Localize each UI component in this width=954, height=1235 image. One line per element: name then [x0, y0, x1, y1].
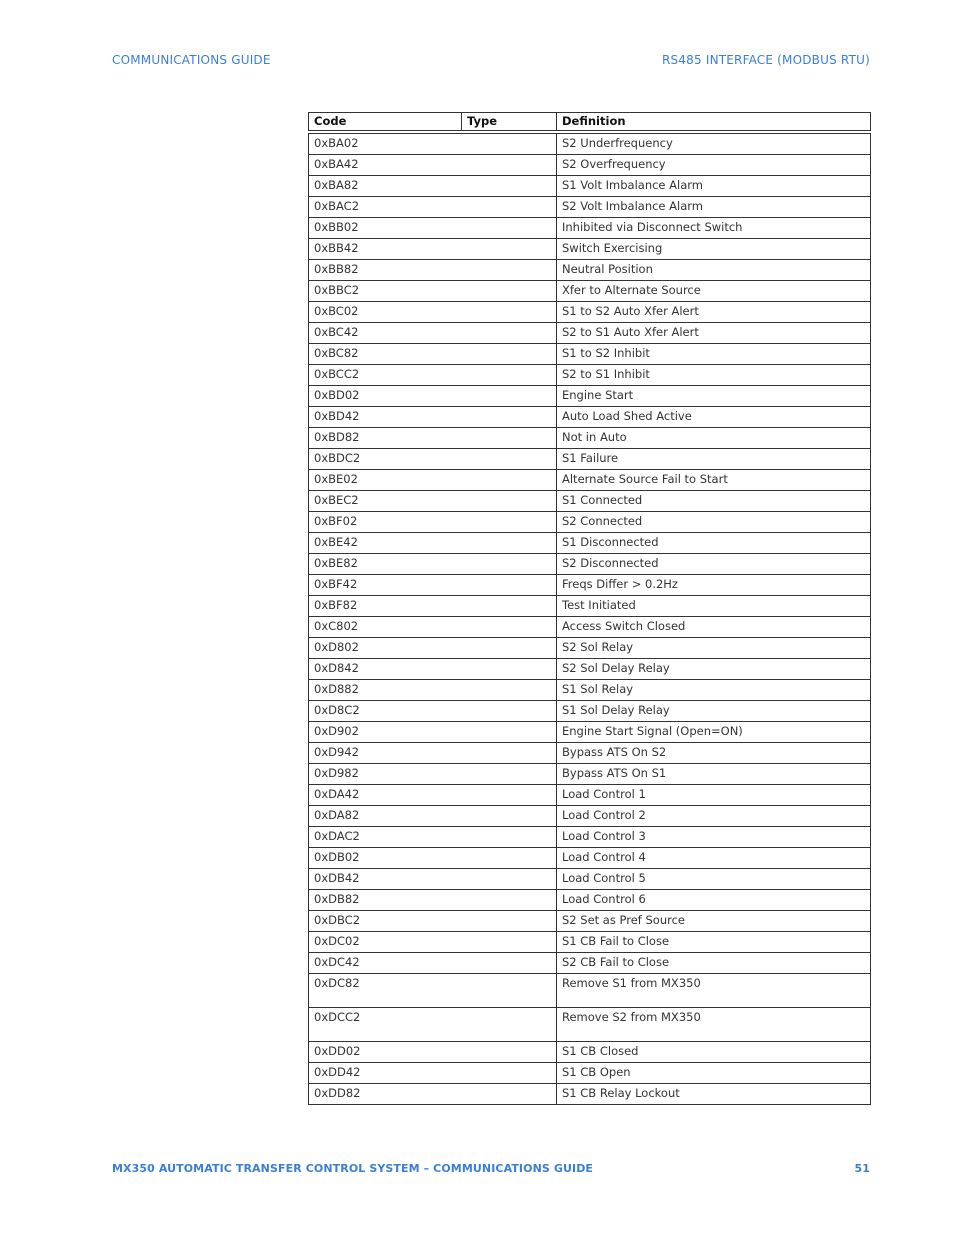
cell-definition: Neutral Position — [557, 260, 871, 281]
cell-definition: S1 to S2 Auto Xfer Alert — [557, 302, 871, 323]
table-row — [309, 785, 871, 806]
cell-definition: Load Control 1 — [557, 785, 871, 806]
cell-definition: Switch Exercising — [557, 239, 871, 260]
cell-definition: Remove S2 from MX350 — [557, 1008, 871, 1042]
cell-code: 0xBD82 — [309, 428, 557, 449]
table-row — [309, 554, 871, 575]
cell-definition: Remove S1 from MX350 — [557, 974, 871, 1008]
table-row — [309, 323, 871, 344]
table-row — [309, 533, 871, 554]
cell-code: 0xBF42 — [309, 575, 557, 596]
table-row — [309, 218, 871, 239]
cell-definition: Freqs Differ > 0.2Hz — [557, 575, 871, 596]
column-header-type: Type — [462, 113, 557, 133]
cell-code: 0xDB82 — [309, 890, 557, 911]
table-header — [309, 113, 871, 133]
event-code-table — [308, 112, 871, 1105]
cell-definition: S2 Volt Imbalance Alarm — [557, 197, 871, 218]
table-row — [309, 848, 871, 869]
cell-definition: Bypass ATS On S1 — [557, 764, 871, 785]
table-row — [309, 386, 871, 407]
table-row — [309, 869, 871, 890]
cell-code: 0xD982 — [309, 764, 557, 785]
cell-code: 0xBF82 — [309, 596, 557, 617]
cell-definition: S1 CB Fail to Close — [557, 932, 871, 953]
cell-definition: Auto Load Shed Active — [557, 407, 871, 428]
cell-code: 0xD802 — [309, 638, 557, 659]
table-row — [309, 638, 871, 659]
table-row — [309, 596, 871, 617]
cell-definition: S2 Sol Delay Relay — [557, 659, 871, 680]
cell-code: 0xD842 — [309, 659, 557, 680]
column-header-code: Code — [309, 113, 462, 133]
cell-code: 0xBA42 — [309, 155, 557, 176]
table-row — [309, 344, 871, 365]
cell-definition: Load Control 3 — [557, 827, 871, 848]
table-row — [309, 575, 871, 596]
cell-definition: Alternate Source Fail to Start — [557, 470, 871, 491]
table-row — [309, 155, 871, 176]
cell-definition: Load Control 4 — [557, 848, 871, 869]
table-row — [309, 302, 871, 323]
cell-code: 0xBEC2 — [309, 491, 557, 512]
cell-code: 0xBE02 — [309, 470, 557, 491]
cell-code: 0xC802 — [309, 617, 557, 638]
cell-definition: Test Initiated — [557, 596, 871, 617]
cell-definition: S2 Underfrequency — [557, 132, 871, 155]
cell-definition: S2 Overfrequency — [557, 155, 871, 176]
table-row — [309, 617, 871, 638]
cell-definition: Access Switch Closed — [557, 617, 871, 638]
table-row — [309, 953, 871, 974]
table-row — [309, 470, 871, 491]
cell-code: 0xDC82 — [309, 974, 557, 1008]
cell-definition: Load Control 5 — [557, 869, 871, 890]
cell-code: 0xBB02 — [309, 218, 557, 239]
table-row — [309, 449, 871, 470]
cell-code: 0xBA02 — [309, 132, 557, 155]
cell-definition: Bypass ATS On S2 — [557, 743, 871, 764]
table-row — [309, 932, 871, 953]
cell-code: 0xDD82 — [309, 1084, 557, 1105]
cell-code: 0xBBC2 — [309, 281, 557, 302]
table-row — [309, 764, 871, 785]
table-row — [309, 239, 871, 260]
table-row — [309, 365, 871, 386]
cell-code: 0xD942 — [309, 743, 557, 764]
table-row — [309, 407, 871, 428]
cell-code: 0xBE42 — [309, 533, 557, 554]
table-row — [309, 1008, 871, 1042]
cell-code: 0xBB82 — [309, 260, 557, 281]
cell-definition: Engine Start — [557, 386, 871, 407]
cell-code: 0xBAC2 — [309, 197, 557, 218]
table-row — [309, 911, 871, 932]
cell-code: 0xDBC2 — [309, 911, 557, 932]
page-number: 51 — [854, 1162, 870, 1175]
cell-code: 0xBB42 — [309, 239, 557, 260]
cell-definition: Load Control 6 — [557, 890, 871, 911]
cell-code: 0xDCC2 — [309, 1008, 557, 1042]
cell-code: 0xDA42 — [309, 785, 557, 806]
cell-definition: Inhibited via Disconnect Switch — [557, 218, 871, 239]
cell-definition: S1 CB Relay Lockout — [557, 1084, 871, 1105]
cell-definition: S1 Sol Relay — [557, 680, 871, 701]
table-row — [309, 827, 871, 848]
table-row — [309, 806, 871, 827]
table-row — [309, 701, 871, 722]
cell-definition: S1 CB Closed — [557, 1042, 871, 1063]
cell-definition: S2 Disconnected — [557, 554, 871, 575]
cell-definition: Not in Auto — [557, 428, 871, 449]
cell-code: 0xBC82 — [309, 344, 557, 365]
cell-code: 0xDA82 — [309, 806, 557, 827]
table-row — [309, 132, 871, 155]
cell-code: 0xDD42 — [309, 1063, 557, 1084]
table-row — [309, 974, 871, 1008]
cell-definition: S1 CB Open — [557, 1063, 871, 1084]
cell-code: 0xDC42 — [309, 953, 557, 974]
cell-definition: Engine Start Signal (Open=ON) — [557, 722, 871, 743]
running-header-right: RS485 INTERFACE (MODBUS RTU) — [661, 53, 870, 67]
cell-definition: S1 Volt Imbalance Alarm — [557, 176, 871, 197]
table-row — [309, 680, 871, 701]
cell-definition: S1 Disconnected — [557, 533, 871, 554]
cell-code: 0xDAC2 — [309, 827, 557, 848]
cell-code: 0xDB42 — [309, 869, 557, 890]
cell-code: 0xDC02 — [309, 932, 557, 953]
column-header-definition: Definition — [557, 113, 871, 133]
cell-code: 0xBD02 — [309, 386, 557, 407]
table-row — [309, 512, 871, 533]
table-row — [309, 1063, 871, 1084]
table-row — [309, 176, 871, 197]
table-row — [309, 890, 871, 911]
footer-title: MX350 AUTOMATIC TRANSFER CONTROL SYSTEM – COMMUNICATIONS GUIDE — [112, 1162, 594, 1175]
cell-definition: S1 Sol Delay Relay — [557, 701, 871, 722]
cell-definition: S1 Connected — [557, 491, 871, 512]
cell-code: 0xBDC2 — [309, 449, 557, 470]
table-row — [309, 1084, 871, 1105]
table-header-row — [309, 113, 871, 133]
cell-definition: S2 Set as Pref Source — [557, 911, 871, 932]
cell-definition: S2 to S1 Auto Xfer Alert — [557, 323, 871, 344]
running-header-left: COMMUNICATIONS GUIDE — [112, 53, 271, 67]
cell-code: 0xD902 — [309, 722, 557, 743]
table-row — [309, 491, 871, 512]
cell-code: 0xDB02 — [309, 848, 557, 869]
cell-code: 0xBE82 — [309, 554, 557, 575]
cell-definition: S2 Sol Relay — [557, 638, 871, 659]
cell-code: 0xD882 — [309, 680, 557, 701]
cell-code: 0xBC02 — [309, 302, 557, 323]
cell-definition: S2 CB Fail to Close — [557, 953, 871, 974]
cell-code: 0xBF02 — [309, 512, 557, 533]
cell-code: 0xBD42 — [309, 407, 557, 428]
table-row — [309, 260, 871, 281]
cell-definition: Load Control 2 — [557, 806, 871, 827]
table-row — [309, 1042, 871, 1063]
table-row — [309, 743, 871, 764]
table-row — [309, 197, 871, 218]
cell-definition: S1 to S2 Inhibit — [557, 344, 871, 365]
cell-definition: Xfer to Alternate Source — [557, 281, 871, 302]
cell-definition: S2 Connected — [557, 512, 871, 533]
cell-code: 0xBCC2 — [309, 365, 557, 386]
cell-code: 0xBA82 — [309, 176, 557, 197]
cell-code: 0xD8C2 — [309, 701, 557, 722]
table-row — [309, 428, 871, 449]
table-body — [309, 132, 871, 1105]
table-row — [309, 281, 871, 302]
table-row — [309, 722, 871, 743]
cell-definition: S2 to S1 Inhibit — [557, 365, 871, 386]
table-row — [309, 659, 871, 680]
cell-code: 0xDD02 — [309, 1042, 557, 1063]
cell-definition: S1 Failure — [557, 449, 871, 470]
cell-code: 0xBC42 — [309, 323, 557, 344]
